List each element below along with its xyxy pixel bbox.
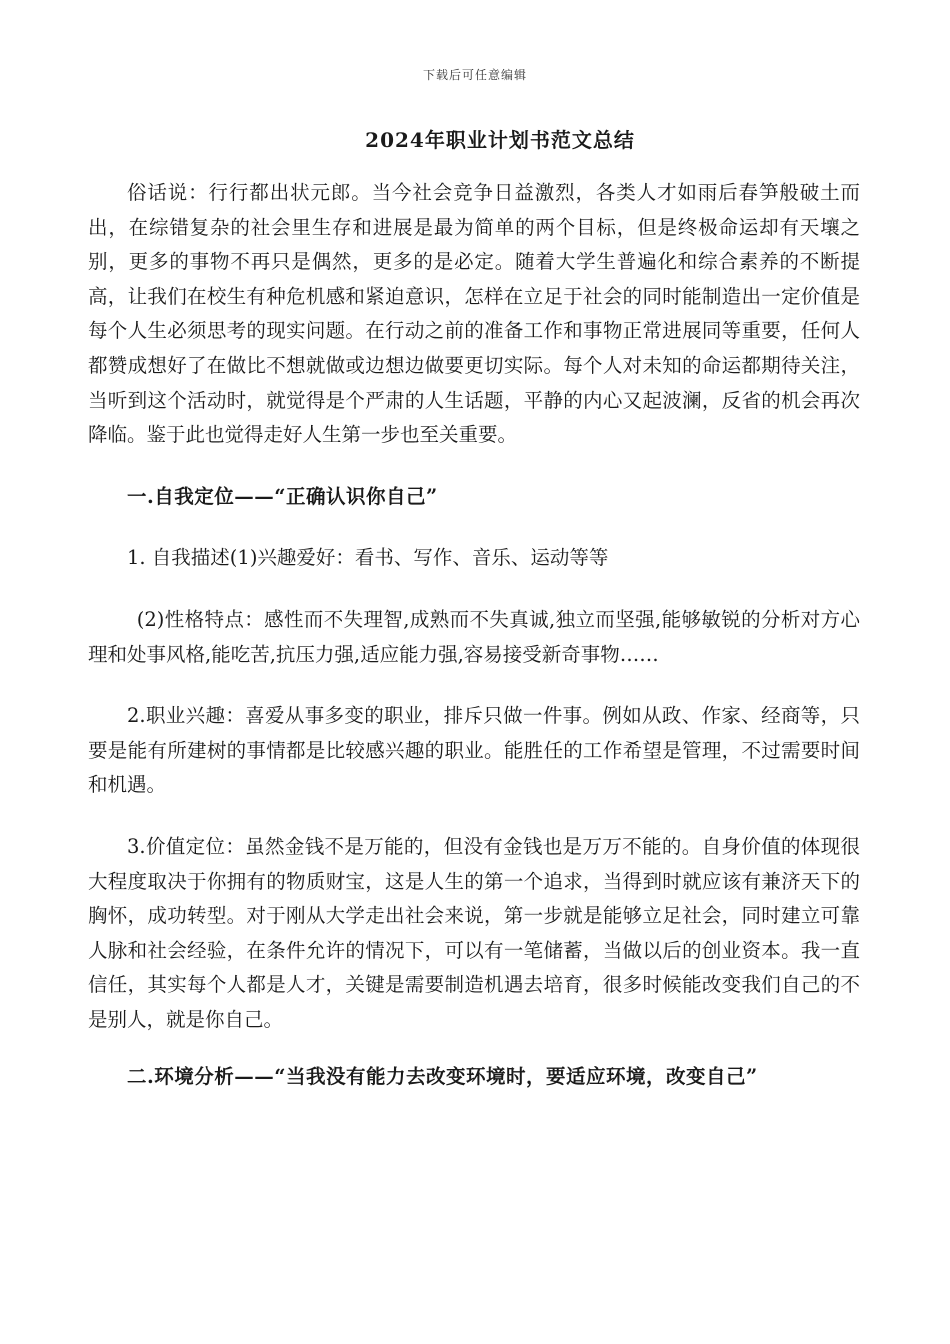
header-note: 下载后可任意编辑 xyxy=(422,68,527,82)
section-heading-environment-analysis: 二.环境分析——“当我没有能力去改变环境时，要适应环境，改变自己” xyxy=(127,1065,758,1089)
intro-paragraph: 俗话说：行行都出状元郎。当今社会竞争日益激烈，各类人才如雨后春笋般破土而出，在综错复杂的社会里生存和进展是最为简单的两个目标，但是终极命运却有天壤之别，更多的事物不再只是偶然，更多的是必定。随着大学生普遍化和综合素养的不断提高，让我们在校生有种危机感和紧迫意识，怎样在立足于社会的同时能制造出一定价值是每个人生必须思考的现实问题。在行动之前的准备工作和事物正常进展同等重要，任何人都赞成想好了在做比不想就做或边想边做要更切实际。每个人对未知的命运都期待关注，当听到这个活动时，就觉得是个严肃的人生话题，平静的内心又起波澜，反省的机会再次降临。鉴于此也觉得走好人生第一步也至关重要。 xyxy=(88,181,860,447)
document-title: 2024年职业计划书范文总结 xyxy=(365,128,635,152)
career-interest-paragraph: 2.职业兴趣：喜爱从事多变的职业，排斥只做一件事。例如从政、作家、经商等，只要是能有所建树的事情都是比较感兴趣的职业。能胜任的工作希望是管理，不过需要时间和机遇。 xyxy=(88,704,860,797)
value-positioning-paragraph: 3.价值定位：虽然金钱不是万能的，但没有金钱也是万万不能的。自身价值的体现很大程度取决于你拥有的物质财宝，这是人生的第一个追求，当得到时就应该有兼济天下的胸怀，成功转型。对于刚从大学走出社会来说，第一步就是能够立足社会，同时建立可靠人脉和社会经验，在条件允许的情况下，可以有一笔储蓄，当做以后的创业资本。我一直信任，其实每个人都是人才，关键是需要制造机遇去培育，很多时候能改变我们自己的不是别人，就是你自己。 xyxy=(88,834,860,1031)
section-heading-self-positioning: 一.自我定位——“正确认识你自己” xyxy=(127,484,438,508)
personality-paragraph: (2)性格特点：感性而不失理智,成熟而不失真诚,独立而坚强,能够敏锐的分析对方心理和处事风格,能吃苦,抗压力强,适应能力强,容易接受新奇事物…… xyxy=(88,607,860,666)
self-description-paragraph: 1. 自我描述(1)兴趣爱好：看书、写作、音乐、运动等等 xyxy=(127,546,609,570)
document-body xyxy=(88,176,860,1095)
